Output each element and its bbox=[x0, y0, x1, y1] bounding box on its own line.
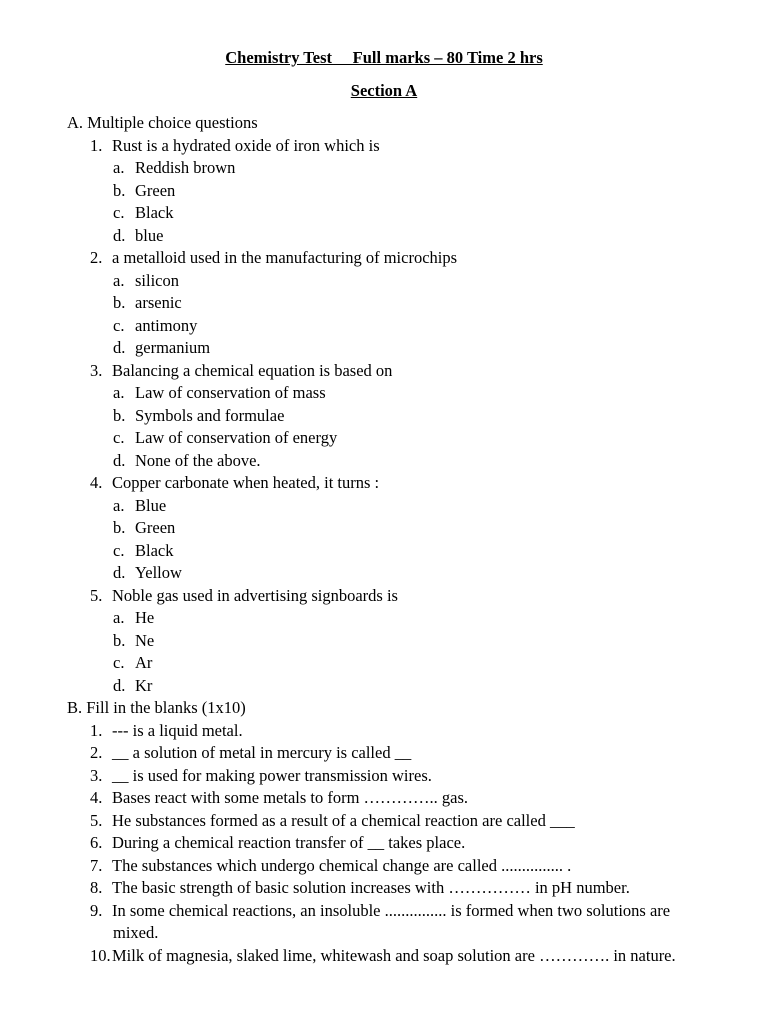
question-text: Copper carbonate when heated, it turns : bbox=[112, 473, 380, 492]
item-text: The substances which undergo chemical change are called ............... . bbox=[112, 855, 572, 875]
item-number: 9. bbox=[90, 900, 103, 920]
option-text: Ne bbox=[135, 630, 155, 650]
fill-blank-item bbox=[90, 901, 670, 921]
question-text: Balancing a chemical equation is based on bbox=[112, 360, 393, 380]
answer-option bbox=[113, 496, 166, 516]
fill-blank-item bbox=[90, 766, 432, 786]
option-text: arsenic bbox=[135, 293, 182, 312]
answer-option bbox=[113, 631, 154, 651]
item-number: 10. bbox=[90, 945, 111, 965]
question bbox=[90, 586, 398, 606]
question bbox=[90, 248, 457, 268]
option-letter: c. bbox=[113, 315, 125, 335]
fill-blank-item bbox=[90, 946, 676, 966]
fill-blank-item bbox=[90, 721, 243, 741]
item-text: In some chemical reactions, an insoluble ............... is formed when two solutions are bbox=[112, 900, 671, 920]
item-number: 8. bbox=[90, 878, 103, 897]
answer-option bbox=[113, 676, 152, 696]
item-number: 4. bbox=[90, 788, 103, 807]
option-letter: c. bbox=[113, 203, 125, 222]
option-letter: a. bbox=[113, 270, 125, 290]
option-letter: c. bbox=[113, 428, 125, 447]
option-text: Green bbox=[135, 518, 176, 537]
option-text: Law of conservation of energy bbox=[135, 428, 338, 447]
item-text: The basic strength of basic solution increases with …………… in pH number. bbox=[112, 878, 630, 897]
answer-option bbox=[113, 451, 261, 471]
fill-blank-item bbox=[90, 743, 411, 763]
question bbox=[90, 361, 392, 381]
option-letter: d. bbox=[113, 225, 126, 245]
option-text: Symbols and formulae bbox=[135, 405, 285, 425]
option-text: germanium bbox=[135, 338, 211, 357]
answer-option bbox=[113, 406, 284, 426]
item-text: Milk of magnesia, slaked lime, whitewash and soap solution are …………. in nature. bbox=[112, 945, 676, 965]
item-number: 2. bbox=[90, 743, 103, 762]
question-number: 3. bbox=[90, 360, 103, 380]
answer-option bbox=[113, 518, 175, 538]
item-number: 3. bbox=[90, 765, 103, 785]
item-text: During a chemical reaction transfer of __ takes place. bbox=[112, 833, 466, 852]
item-number: 5. bbox=[90, 810, 103, 830]
item-number: 7. bbox=[90, 855, 103, 875]
answer-option bbox=[113, 226, 163, 246]
question-text: a metalloid used in the manufacturing of microchips bbox=[112, 248, 458, 267]
answer-option bbox=[113, 338, 210, 358]
fill-blank-item bbox=[90, 833, 465, 853]
option-letter: d. bbox=[113, 563, 126, 582]
question-number: 1. bbox=[90, 135, 103, 155]
item-text: He substances formed as a result of a chemical reaction are called ___ bbox=[112, 810, 575, 830]
answer-option bbox=[113, 428, 337, 448]
option-letter: a. bbox=[113, 608, 125, 627]
answer-option bbox=[113, 316, 197, 336]
section-a-label: A. Multiple choice questions bbox=[67, 113, 258, 132]
answer-option bbox=[113, 608, 154, 628]
option-letter: c. bbox=[113, 653, 125, 672]
answer-option bbox=[113, 383, 326, 403]
option-text: Ar bbox=[135, 653, 153, 672]
question-number: 2. bbox=[90, 248, 103, 267]
option-text: Reddish brown bbox=[135, 158, 236, 177]
option-letter: c. bbox=[113, 540, 125, 560]
option-text: silicon bbox=[135, 270, 179, 290]
item-text-continuation: mixed. bbox=[113, 923, 159, 942]
option-text: Black bbox=[135, 540, 174, 560]
item-number: 6. bbox=[90, 833, 103, 852]
answer-option bbox=[113, 293, 182, 313]
question-number: 5. bbox=[90, 585, 103, 605]
answer-option bbox=[113, 541, 174, 561]
option-text: Black bbox=[135, 203, 174, 222]
option-letter: a. bbox=[113, 383, 125, 402]
option-text: Law of conservation of mass bbox=[135, 383, 326, 402]
option-text: Yellow bbox=[135, 563, 182, 582]
fill-blank-item bbox=[90, 811, 575, 831]
option-letter: d. bbox=[113, 338, 126, 357]
item-text: __ a solution of metal in mercury is called __ bbox=[112, 743, 412, 762]
option-letter: b. bbox=[113, 180, 126, 200]
section-b-label: B. Fill in the blanks (1x10) bbox=[67, 698, 246, 717]
fill-blank-item bbox=[90, 878, 630, 898]
answer-option bbox=[113, 181, 175, 201]
option-letter: b. bbox=[113, 518, 126, 537]
answer-option bbox=[113, 158, 235, 178]
option-text: antimony bbox=[135, 315, 198, 335]
question-text: Rust is a hydrated oxide of iron which is bbox=[112, 135, 380, 155]
item-number: 1. bbox=[90, 720, 103, 740]
answer-option bbox=[113, 563, 182, 583]
answer-option bbox=[113, 271, 179, 291]
answer-option bbox=[113, 203, 174, 223]
option-text: None of the above. bbox=[135, 450, 261, 470]
option-letter: b. bbox=[113, 293, 126, 312]
question-number: 4. bbox=[90, 473, 103, 492]
option-letter: a. bbox=[113, 158, 125, 177]
fill-blank-item bbox=[90, 788, 468, 808]
question bbox=[90, 473, 379, 493]
option-letter: d. bbox=[113, 450, 126, 470]
test-title: Chemistry Test Full marks – 80 Time 2 hrs bbox=[225, 48, 543, 67]
fill-blank-item bbox=[90, 856, 571, 876]
answer-option bbox=[113, 653, 152, 673]
option-letter: d. bbox=[113, 675, 126, 695]
option-text: Green bbox=[135, 180, 176, 200]
option-letter: a. bbox=[113, 495, 125, 515]
item-text: Bases react with some metals to form ………….. gas. bbox=[112, 788, 469, 807]
item-text: --- is a liquid metal. bbox=[112, 720, 243, 740]
item-text: __ is used for making power transmission wires. bbox=[112, 765, 432, 785]
option-text: Blue bbox=[135, 495, 167, 515]
option-letter: b. bbox=[113, 405, 126, 425]
option-text: blue bbox=[135, 225, 164, 245]
question bbox=[90, 136, 380, 156]
option-letter: b. bbox=[113, 630, 126, 650]
option-text: He bbox=[135, 608, 155, 627]
option-text: Kr bbox=[135, 675, 153, 695]
section-heading: Section A bbox=[350, 81, 418, 100]
question-text: Noble gas used in advertising signboards is bbox=[112, 585, 398, 605]
